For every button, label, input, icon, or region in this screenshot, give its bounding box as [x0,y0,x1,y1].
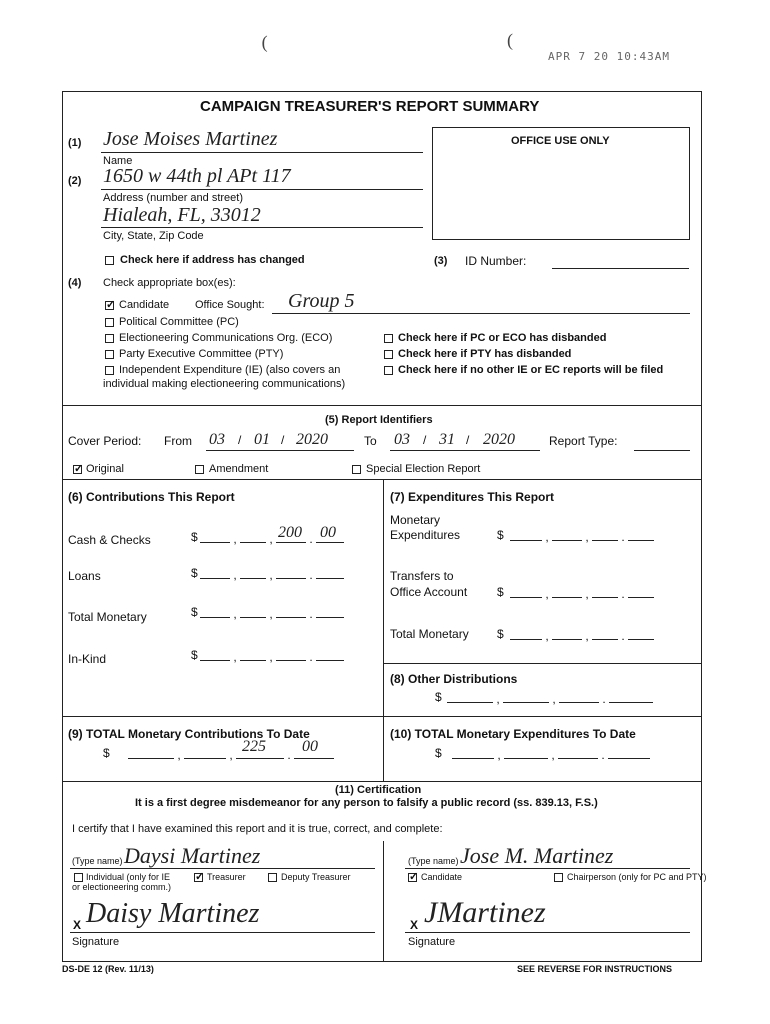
field-number: (4) [68,277,82,289]
deputy-label: Deputy Treasurer [281,872,351,882]
to-underline [390,450,540,451]
candidate-sig-checkbox[interactable]: ✓ [409,871,419,883]
candidate-signature-line [405,932,690,933]
ie-label: Independent Expenditure (IE) (also covers an [119,364,341,376]
divider [62,479,702,480]
certify-statement: I certify that I have examined this report and it is true, correct, and complete: [72,823,443,835]
total-amount-blanks[interactable]: , , . [200,605,344,621]
candidate-name-value[interactable]: Jose M. Martinez [460,843,614,868]
inkind-label: In-Kind [68,652,107,666]
cash-checks-label: Cash & Checks [68,533,151,547]
name-value[interactable]: Jose Moises Martinez [103,128,278,150]
section7-title: (7) Expenditures This Report [390,490,555,504]
ie-checkbox[interactable] [105,366,114,375]
cash-amount-blanks[interactable]: , , 200 . 00 [200,530,344,546]
pty-disbanded-checkbox[interactable] [384,350,393,359]
date-separator: / [423,433,427,447]
to-label: To [364,434,377,448]
city-underline [101,227,423,228]
office-sought-label: Office Sought: [195,299,265,311]
dollar-sign: $ [191,566,198,580]
expenditures-amount-blanks[interactable]: , , . [510,528,654,544]
address-value[interactable]: 1650 w 44th pl APt 117 [103,165,291,187]
scan-artifact: ( [258,32,268,52]
dollar-sign: $ [191,530,198,544]
ie-label-2: individual making electioneering communications) [103,378,346,390]
amendment-checkbox[interactable] [195,465,204,474]
total-exp-amount-blanks[interactable]: , , . [510,627,654,643]
treasurer-label: Treasurer [207,872,246,882]
id-underline[interactable] [552,268,689,269]
signature-label: Signature [408,936,456,948]
original-label: Original [86,463,124,475]
dollar-sign: $ [435,690,442,704]
pty-checkbox[interactable] [105,350,114,359]
office-sought-value[interactable]: Group 5 [288,290,355,312]
cover-period-label: Cover Period: [68,434,142,448]
monetary-expenditures-label-2: Expenditures [390,528,461,542]
from-underline [206,450,354,451]
dollar-sign: $ [103,746,110,760]
eco-checkbox[interactable] [105,334,114,343]
name-underline [101,152,423,153]
chair-checkbox[interactable] [554,873,563,882]
dollar-sign: $ [191,605,198,619]
section11-title: (11) Certification [335,784,422,796]
date-separator: / [238,433,242,447]
scan-artifact: ( [507,30,517,50]
to-day[interactable]: 31 [439,431,455,448]
total-monetary-exp-label: Total Monetary [390,627,469,641]
address-underline [101,189,423,190]
amendment-label: Amendment [209,463,269,475]
office-use-label: OFFICE USE ONLY [511,135,610,147]
original-checkbox[interactable]: ✓ [74,463,84,475]
to-year[interactable]: 2020 [483,431,515,448]
field-number: (1) [68,137,82,149]
transfers-label: Transfers to [390,569,454,583]
candidate-signature[interactable]: JMartinez [424,896,546,929]
signature-label: Signature [72,936,120,948]
misdemeanor-warning: It is a first degree misdemeanor for any person to falsify a public record (ss. 839.13, F.S.) [135,797,598,809]
city-label: City, State, Zip Code [103,230,204,242]
other-dist-blanks[interactable]: , , . [447,690,653,706]
total-contrib-blanks[interactable]: , , 225 . 00 [128,746,334,762]
no-other-label: Check here if no other IE or EC reports will be filed [398,364,664,376]
address-changed-label: Check here if address has changed [120,254,305,266]
eco-label: Electioneering Communications Org. (ECO) [119,332,333,344]
total-contrib-cents: 00 [302,738,319,755]
total-contrib-value: 225 [242,738,267,755]
dollar-sign: $ [497,528,504,542]
loans-amount-blanks[interactable]: , , . [200,566,344,582]
pc-label: Political Committee (PC) [119,316,239,328]
dollar-sign: $ [191,648,198,662]
type-name-label: (Type name) [408,856,459,866]
column-divider [383,841,384,962]
section10-title: (10) TOTAL Monetary Expenditures To Date [390,727,636,741]
address-changed-checkbox[interactable] [105,256,114,265]
total-exp-blanks[interactable]: , , . [452,746,650,762]
pc-checkbox[interactable] [105,318,114,327]
cash-value: 200 [278,524,303,541]
divider [62,781,702,782]
deputy-checkbox[interactable] [268,873,277,882]
signature-x: X [73,918,82,932]
individual-label-2: or electioneering comm.) [72,882,172,892]
individual-label: Individual (only for IE [86,872,171,882]
from-month[interactable]: 03 [209,431,225,448]
pty-disbanded-label: Check here if PTY has disbanded [398,348,572,360]
signature-x: X [410,918,419,932]
type-name-label: (Type name) [72,856,123,866]
candidate-sig-label: Candidate [421,872,463,882]
section8-title: (8) Other Distributions [390,672,518,686]
section9-title: (9) TOTAL Monetary Contributions To Date [68,727,310,741]
report-type-underline[interactable] [634,450,690,451]
transfers-amount-blanks[interactable]: , , . [510,585,654,601]
loans-label: Loans [68,569,101,583]
treasurer-signature[interactable]: Daisy Martinez [86,898,260,929]
pc-disbanded-label: Check here if PC or ECO has disbanded [398,332,607,344]
from-label: From [164,434,192,448]
section5-title: (5) Report Identifiers [325,414,433,426]
candidate-checkbox[interactable]: ✓ [106,299,116,311]
treasurer-name-underline [70,868,375,869]
field-number: (2) [68,175,82,187]
chair-label: Chairperson (only for PC and PTY) [567,872,707,882]
from-year[interactable]: 2020 [296,431,328,448]
address-label: Address (number and street) [103,192,244,204]
field-number: (3) [434,255,448,267]
to-month[interactable]: 03 [394,431,410,448]
treasurer-signature-line [70,932,375,933]
no-other-checkbox[interactable] [384,366,393,375]
date-separator: / [281,433,285,447]
report-type-label: Report Type: [549,434,618,448]
special-election-label: Special Election Report [366,463,481,475]
treasurer-name-value[interactable]: Daysi Martinez [124,843,261,868]
instructions-note: SEE REVERSE FOR INSTRUCTIONS [517,964,673,974]
date-separator: / [466,433,470,447]
dollar-sign: $ [497,627,504,641]
city-value[interactable]: Hialeah, FL, 33012 [103,204,261,226]
divider [62,716,702,717]
divider [62,405,702,406]
treasurer-checkbox[interactable]: ✓ [195,871,205,883]
transfers-label-2: Office Account [390,585,468,599]
box-select-label: Check appropriate box(es): [103,277,236,289]
dollar-sign: $ [435,746,442,760]
cash-cents: 00 [320,524,337,541]
total-monetary-label: Total Monetary [68,610,147,624]
inkind-amount-blanks[interactable]: , , . [200,648,344,664]
candidate-label: Candidate [119,299,170,311]
form-title: CAMPAIGN TREASURER'S REPORT SUMMARY [200,98,540,115]
pty-label: Party Executive Committee (PTY) [119,348,284,360]
name-label: Name [103,155,133,167]
from-day[interactable]: 01 [254,431,270,448]
received-stamp: APR 7 20 10:43AM [548,50,670,63]
candidate-name-underline [405,868,690,869]
dollar-sign: $ [497,585,504,599]
individual-checkbox[interactable] [74,873,83,882]
pc-disbanded-checkbox[interactable] [384,334,393,343]
special-election-checkbox[interactable] [352,465,361,474]
monetary-expenditures-label: Monetary [390,513,441,527]
form-id: DS-DE 12 (Rev. 11/13) [62,964,154,974]
column-divider [383,479,384,781]
divider [383,663,702,664]
id-label: ID Number: [465,254,527,268]
office-sought-underline [272,313,690,314]
section6-title: (6) Contributions This Report [68,490,235,504]
